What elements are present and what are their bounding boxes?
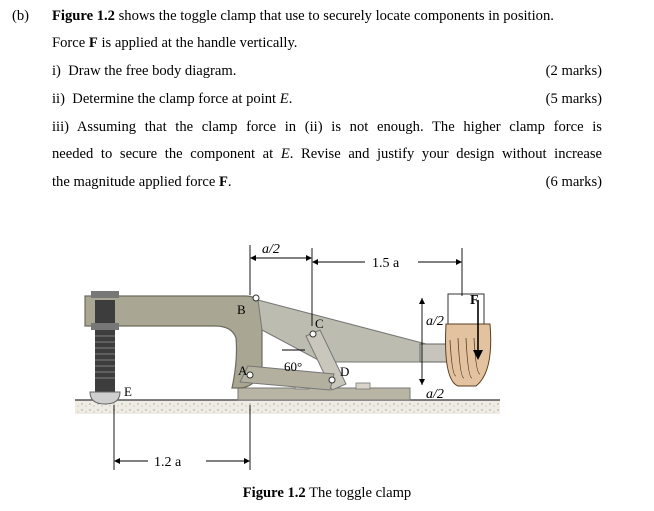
dim-1-5a: 1.5 a xyxy=(372,256,400,271)
item-1-label: i) xyxy=(52,63,61,79)
item-3-force: F xyxy=(218,174,228,190)
label-E: E xyxy=(124,384,132,399)
label-C: C xyxy=(315,316,324,331)
screw-nut-bottom xyxy=(91,323,119,330)
ground xyxy=(75,400,500,414)
part-label: (b) xyxy=(12,8,30,24)
item-2-text-a: Determine the clamp force at point xyxy=(72,91,280,107)
item-3-line-3-a: the magnitude applied force xyxy=(52,174,219,190)
item-3-line-3 xyxy=(52,174,232,191)
intro-line xyxy=(52,8,554,25)
base-slot-2 xyxy=(356,383,370,389)
force-line xyxy=(52,35,297,52)
figure-caption xyxy=(0,485,654,502)
label-B: B xyxy=(237,302,246,317)
label-D: D xyxy=(340,364,350,379)
item-3-point: E xyxy=(280,146,290,162)
item-2-label: ii) xyxy=(52,91,65,107)
item-1-marks: (2 marks) xyxy=(545,63,602,79)
item-2-point: E xyxy=(279,91,289,107)
item-2 xyxy=(52,91,292,108)
screw-nut-top xyxy=(91,291,119,298)
label-A: A xyxy=(238,363,248,378)
figure-ref: Figure 1.2 xyxy=(52,8,115,24)
caption-bold: Figure 1.2 xyxy=(242,485,306,501)
item-3-line-1: iii) Assuming that the clamp force in (ii) is not enough. The higher clamp force is xyxy=(52,119,602,135)
angle-label: 60° xyxy=(284,359,303,374)
force-symbol: F xyxy=(88,35,98,51)
item-3-line-2 xyxy=(52,146,602,163)
dim-a-half-top: a/2 xyxy=(262,242,280,257)
item-1-text: Draw the free body diagram. xyxy=(68,63,237,79)
hand-icon xyxy=(446,294,491,386)
item-3-line-2-a: needed to secure the component at xyxy=(52,146,281,162)
force-line-b: is applied at the handle vertically. xyxy=(97,35,298,51)
clamp-screw xyxy=(95,300,115,394)
dim-a-half-right-lower: a/2 xyxy=(426,387,444,402)
force-line-a: Force xyxy=(52,35,89,51)
dim-a-half-right-upper: a/2 xyxy=(426,314,444,329)
intro-text: shows the toggle clamp that use to securely locate components in position. xyxy=(114,8,554,24)
dim-1-2a: 1.2 a xyxy=(154,455,182,470)
item-1 xyxy=(52,63,236,80)
item-3-line-2-b: . Revise and justify your design without increase xyxy=(289,146,602,162)
item-3-marks: (6 marks) xyxy=(545,174,602,190)
item-3-line-3-b: . xyxy=(227,174,232,190)
item-2-marks: (5 marks) xyxy=(545,91,602,107)
label-F: F xyxy=(470,293,479,308)
handle-link xyxy=(258,300,430,362)
caption-rest: The toggle clamp xyxy=(305,485,412,501)
toggle-clamp-figure xyxy=(0,225,654,511)
item-2-text-b: . xyxy=(288,91,293,107)
